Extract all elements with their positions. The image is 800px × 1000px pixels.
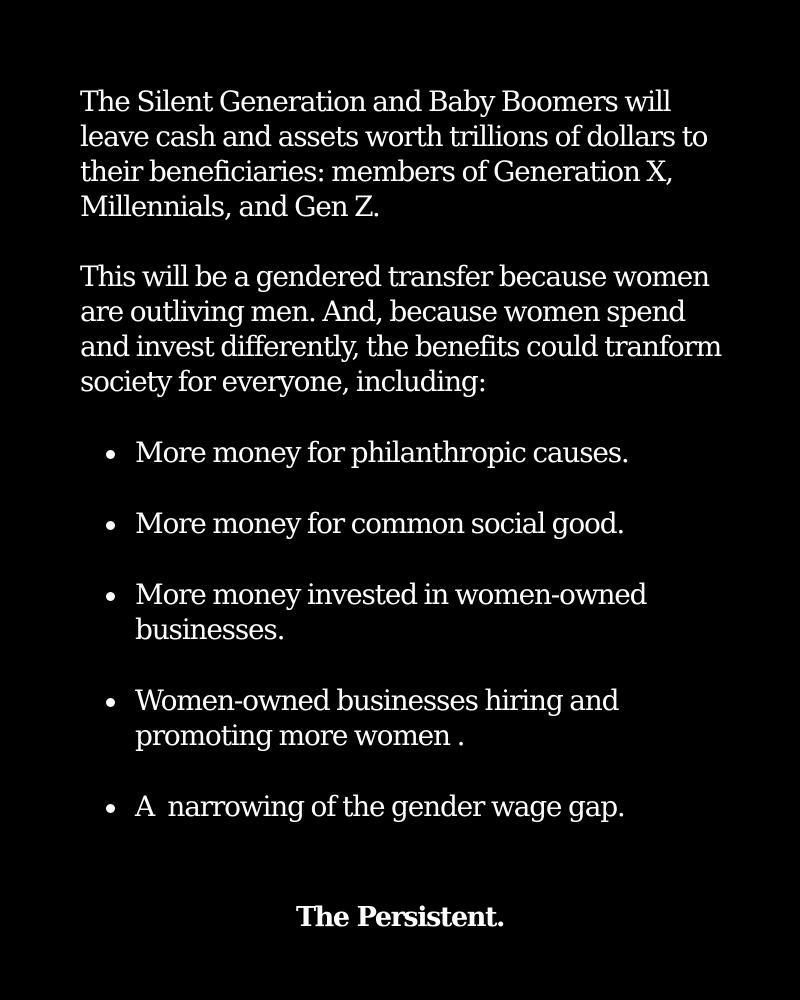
- list-item: [80, 683, 740, 753]
- bullet-icon: [106, 698, 115, 707]
- benefits-list: [80, 435, 740, 824]
- list-item: [80, 506, 740, 541]
- list-item: [80, 435, 740, 470]
- text-content: [80, 84, 740, 860]
- list-item-text: More money for common social good.: [135, 507, 625, 540]
- list-item-text: More money invested in women-owned businesses.: [135, 578, 647, 646]
- list-item: [80, 577, 740, 647]
- bullet-icon: [106, 521, 115, 530]
- bullet-icon: [106, 450, 115, 459]
- bullet-icon: [106, 804, 115, 813]
- brand-logo: The Persistent.: [295, 902, 505, 933]
- list-item-text: A narrowing of the gender wage gap.: [135, 790, 625, 823]
- intro-paragraph: The Silent Generation and Baby Boomers will leave cash and assets worth trillions of dollars to their beneficiaries: members of Generation X, Millennials, and Gen Z.: [80, 85, 708, 223]
- bullet-icon: [106, 592, 115, 601]
- list-item: [80, 789, 740, 824]
- transfer-paragraph: This will be a gendered transfer because women are outliving men. And, because women spend and invest differently, the benefits could tranform society for everyone, including:: [80, 260, 722, 398]
- list-item-text: More money for philanthropic causes.: [135, 436, 629, 469]
- list-item-text: Women-owned businesses hiring and promoting more women .: [135, 684, 619, 752]
